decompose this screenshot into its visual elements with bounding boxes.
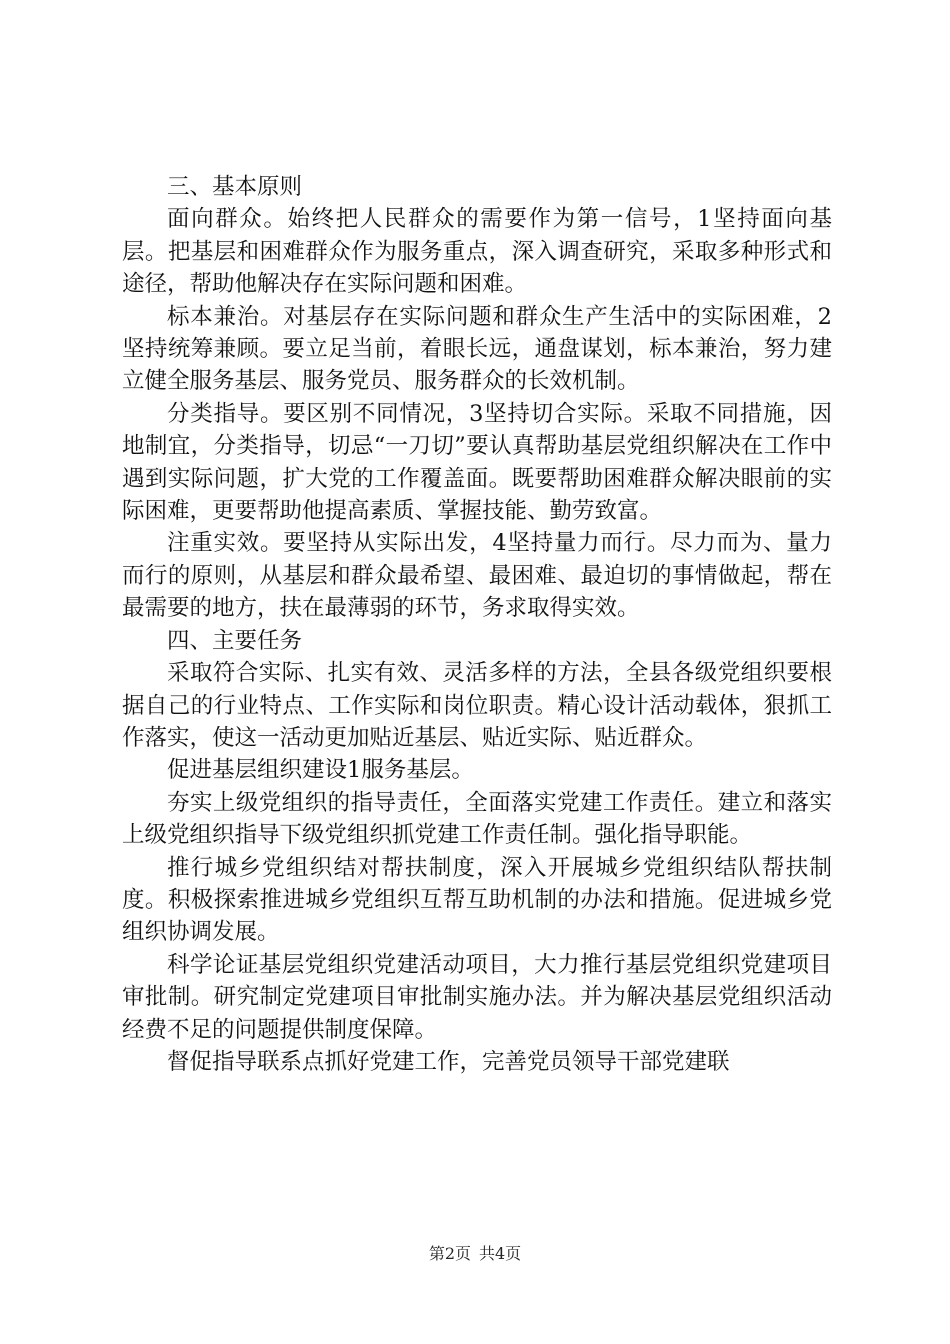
paragraph: 采取符合实际、扎实有效、灵活多样的方法，全县各级党组织要根据自己的行业特点、工作实际和岗位职责。精心设计活动载体，狠抓工作落实，使这一活动更加贴近基层、贴近实际、贴近群众。 [122,660,832,751]
paragraph: 督促指导联系点抓好党建工作，完善党员领导干部党建联 [167,1048,730,1075]
paragraph: 标本兼治。对基层存在实际问题和群众生产生活中的实际困难，2坚持统筹兼顾。要立足当前，着眼长远，通盘谋划，标本兼治，努力建立健全服务基层、服务党员、服务群众的长效机制。 [122,303,832,395]
paragraph: 面向群众。始终把人民群众的需要作为第一信号，1坚持面向基层。把基层和困难群众作为服务重点，深入调查研究，采取多种形式和途径，帮助他解决存在实际问题和困难。 [122,206,832,298]
paragraph: 分类指导。要区别不同情况，3坚持切合实际。采取不同措施，因地制宜，分类指导，切忌“一刀切”要认真帮助基层党组织解决在工作中遇到实际问题，扩大党的工作覆盖面。既要帮助困难群众解决眼前的实际困难，更要帮助他提高素质、掌握技能、勤劳致富。 [122,400,832,525]
paragraph: 促进基层组织建设1服务基层。 [167,757,474,784]
page-total: 共4页 [479,1244,522,1263]
paragraph: 推行城乡党组织结对帮扶制度，深入开展城乡党组织结队帮扶制度。积极探索推进城乡党组织互帮互助机制的办法和措施。促进城乡党组织协调发展。 [122,854,832,946]
paragraph: 科学论证基层党组织党建活动项目，大力推行基层党组织党建项目审批制。研究制定党建项目审批制实施办法。并为解决基层党组织活动经费不足的问题提供制度保障。 [122,951,832,1043]
page-number: 第2页 [428,1244,471,1263]
section-heading-principles: 三、基本原则 [167,174,303,200]
section-heading-tasks: 四、主要任务 [167,627,303,654]
paragraph: 注重实效。要坚持从实际出发，4坚持量力而行。尽力而为、量力而行的原则，从基层和群众最希望、最困难、最迫切的事情做起，帮在最需要的地方，扶在最薄弱的环节，务求取得实效。 [122,530,832,622]
paragraph: 夯实上级党组织的指导责任，全面落实党建工作责任。建立和落实上级党组织指导下级党组织抓党建工作责任制。强化指导职能。 [122,789,832,849]
page-footer [0,1244,950,1264]
document-body [122,171,832,1078]
